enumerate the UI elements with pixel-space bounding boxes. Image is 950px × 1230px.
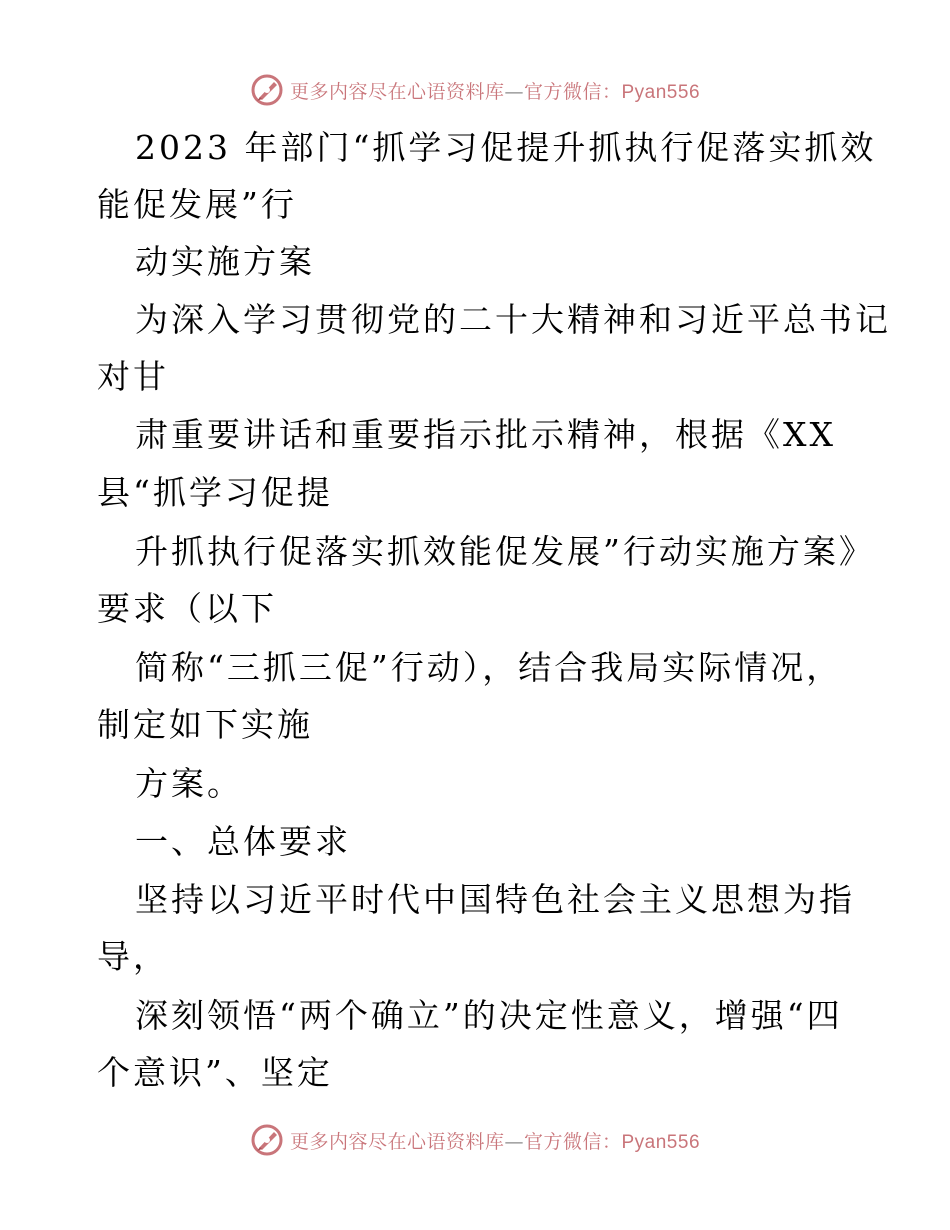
title-line: 能促发展”行 <box>97 185 297 224</box>
paragraph-line: 升抓执行促落实抓效能促发展”行动实施方案》 <box>135 532 875 571</box>
paragraph-line: 要求（以下 <box>97 589 277 628</box>
watermark-text <box>290 77 700 104</box>
watermark-header <box>0 70 950 110</box>
paragraph-line: 个意识”、坚定 <box>97 1053 333 1092</box>
watermark-account: Pyan556 <box>621 1131 701 1153</box>
paragraph-line: 肃重要讲话和重要指示批示精神，根据《XX <box>135 415 836 454</box>
watermark-text <box>290 1127 700 1154</box>
title-line: 2023 年部门“抓学习促提升抓执行促落实抓效 <box>135 128 877 167</box>
paragraph-line: 深刻领悟“两个确立”的决定性意义，增强“四 <box>135 996 843 1035</box>
paragraph-line: 方案。 <box>135 764 243 803</box>
paragraph-line: 对甘 <box>97 357 169 396</box>
paragraph-line: 导， <box>97 937 169 976</box>
quill-pen-logo-icon <box>250 73 284 107</box>
paragraph-line: 制定如下实施 <box>97 705 313 744</box>
paragraph-line: 简称“三抓三促”行动），结合我局实际情况， <box>135 648 843 687</box>
paragraph-line: 县“抓学习促提 <box>97 473 333 512</box>
watermark-wechat-label: 官方微信： <box>523 80 622 103</box>
section-heading: 一、总体要求 <box>135 822 351 861</box>
watermark-site-text: 更多内容尽在心语资料库 <box>289 80 505 103</box>
watermark-footer <box>0 1120 950 1160</box>
paragraph-line: 坚持以习近平时代中国特色社会主义思想为指 <box>135 880 855 919</box>
watermark-dash: — <box>504 80 524 103</box>
watermark-site-text: 更多内容尽在心语资料库 <box>289 1130 505 1153</box>
title-line: 动实施方案 <box>135 242 315 281</box>
watermark-dash: — <box>504 1130 524 1153</box>
paragraph-line: 为深入学习贯彻党的二十大精神和习近平总书记 <box>135 300 891 339</box>
watermark-wechat-label: 官方微信： <box>523 1130 622 1153</box>
watermark-account: Pyan556 <box>621 81 701 103</box>
quill-pen-logo-icon <box>250 1123 284 1157</box>
